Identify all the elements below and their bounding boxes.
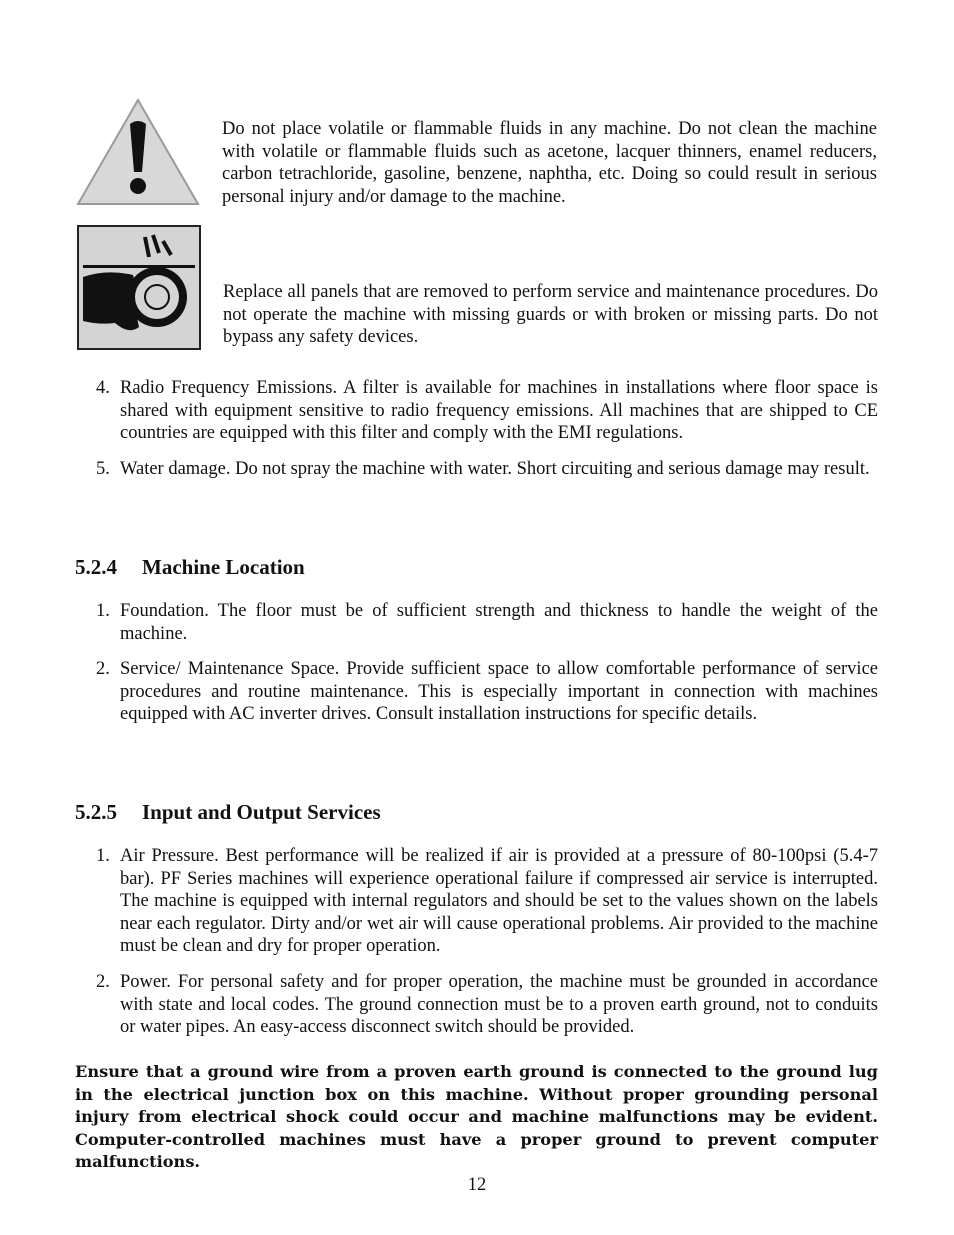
list-item-text: Foundation. The floor must be of sufficient strength and thickness to handle the weight of the machine. (120, 601, 878, 644)
hand-in-rollers-icon (77, 225, 201, 350)
warning-flammable-text: Do not place volatile or flammable fluids in any machine. Do not clean the machine with volatile or flammable fluids such as acetone, lacquer thinners, enamel reducers, carbon tetrachloride, gasoline, benzene, naphtha, etc. Doing so could result in serious personal injury and/or damage to the machine. (222, 119, 877, 207)
section-title: Input and Output Services (142, 800, 381, 824)
section-title: Machine Location (142, 555, 305, 579)
list-item-text: Air Pressure. Best performance will be realized if air is provided at a pressure of 80-100psi (5.4-7 bar). PF Series machines will experience operational failure if compressed air service is interrupted. The machine is equipped with internal regulators and should be set to the values shown on the labels near each regulator. Dirty and/or wet air will cause operational problems. Air provided to the machine must be clean and dry for proper operation. (120, 846, 878, 957)
list-item-number: 5. (96, 459, 110, 479)
list-item-number: 2. (96, 659, 110, 679)
list-item-text: Power. For personal safety and for proper operation, the machine must be grounded in accordance with state and local codes. The ground connection must be to a proven earth ground, not to conduits or water pipes. An easy-access disconnect switch should be provided. (120, 972, 878, 1038)
list-item-number: 4. (96, 378, 110, 398)
list-item-number: 1. (96, 846, 110, 866)
section-heading (75, 555, 305, 580)
exclamation-triangle-icon (76, 98, 200, 208)
warning-panels-text: Replace all panels that are removed to perform service and maintenance procedures. Do not operate the machine with missing guards or with broken or missing parts. Do not bypass any safety devices. (223, 282, 878, 348)
list-item-text: Radio Frequency Emissions. A filter is available for machines in installations where floor space is shared with equipment sensitive to radio frequency emissions. All machines that are shipped to CE countries are equipped with this filter and comply with the EMI regulations. (120, 378, 878, 444)
list-item-text: Service/ Maintenance Space. Provide sufficient space to allow comfortable performance of service procedures and routine maintenance. This is especially important in connection with machines equipped with AC inverter drives. Consult installation instructions for specific details. (120, 659, 878, 725)
section-number: 5.2.4 (75, 555, 117, 579)
list-item-number: 1. (96, 601, 110, 621)
section-heading (75, 800, 381, 825)
ground-warning-note: Ensure that a ground wire from a proven earth ground is connected to the ground lug in the electrical junction box on this machine. Without proper grounding personal injury from electrical shock could occur and machine malfunctions may be evident. Computer-controlled machines must have a proper ground to prevent computer malfunctions. (75, 1062, 878, 1172)
list-item-text: Water damage. Do not spray the machine with water. Short circuiting and serious damage may result. (120, 459, 870, 479)
section-number: 5.2.5 (75, 800, 117, 824)
list-item-number: 2. (96, 972, 110, 992)
page-number: 12 (467, 1175, 487, 1195)
